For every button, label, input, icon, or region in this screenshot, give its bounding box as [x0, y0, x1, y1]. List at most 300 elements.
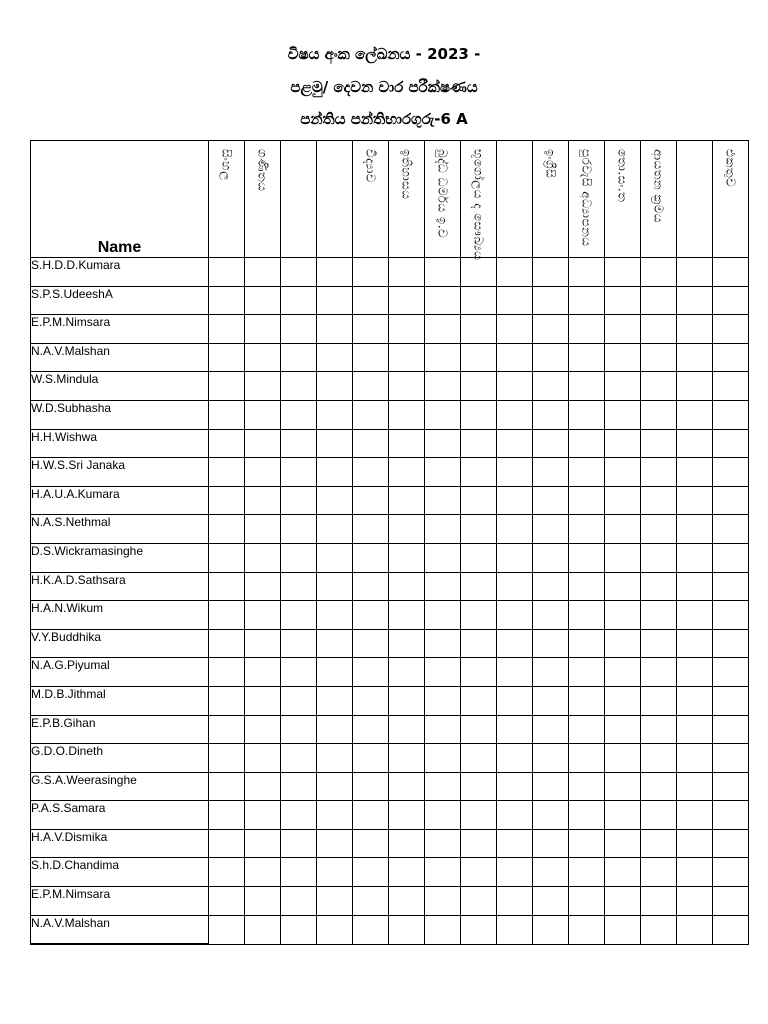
- mark-cell[interactable]: [317, 343, 353, 372]
- mark-cell[interactable]: [281, 772, 317, 801]
- mark-cell[interactable]: [281, 372, 317, 401]
- mark-cell[interactable]: [641, 715, 677, 744]
- mark-cell[interactable]: [461, 258, 497, 287]
- mark-cell[interactable]: [209, 400, 245, 429]
- mark-cell[interactable]: [389, 343, 425, 372]
- mark-cell[interactable]: [641, 772, 677, 801]
- mark-cell[interactable]: [641, 801, 677, 830]
- mark-cell[interactable]: [461, 572, 497, 601]
- mark-cell[interactable]: [497, 772, 533, 801]
- mark-cell[interactable]: [245, 772, 281, 801]
- mark-cell[interactable]: [569, 572, 605, 601]
- mark-cell[interactable]: [209, 486, 245, 515]
- mark-cell[interactable]: [497, 858, 533, 887]
- mark-cell[interactable]: [353, 658, 389, 687]
- mark-cell[interactable]: [533, 458, 569, 487]
- mark-cell[interactable]: [317, 486, 353, 515]
- mark-cell[interactable]: [245, 601, 281, 630]
- mark-cell[interactable]: [389, 715, 425, 744]
- mark-cell[interactable]: [461, 315, 497, 344]
- mark-cell[interactable]: [713, 400, 749, 429]
- mark-cell[interactable]: [209, 629, 245, 658]
- mark-cell[interactable]: [353, 258, 389, 287]
- mark-cell[interactable]: [317, 372, 353, 401]
- mark-cell[interactable]: [353, 772, 389, 801]
- mark-cell[interactable]: [605, 543, 641, 572]
- mark-cell[interactable]: [281, 429, 317, 458]
- mark-cell[interactable]: [245, 315, 281, 344]
- mark-cell[interactable]: [245, 858, 281, 887]
- mark-cell[interactable]: [389, 515, 425, 544]
- mark-cell[interactable]: [641, 400, 677, 429]
- mark-cell[interactable]: [353, 486, 389, 515]
- mark-cell[interactable]: [641, 515, 677, 544]
- mark-cell[interactable]: [497, 629, 533, 658]
- mark-cell[interactable]: [389, 629, 425, 658]
- mark-cell[interactable]: [641, 458, 677, 487]
- mark-cell[interactable]: [209, 829, 245, 858]
- mark-cell[interactable]: [497, 829, 533, 858]
- mark-cell[interactable]: [677, 772, 713, 801]
- mark-cell[interactable]: [533, 629, 569, 658]
- mark-cell[interactable]: [353, 887, 389, 916]
- mark-cell[interactable]: [209, 343, 245, 372]
- mark-cell[interactable]: [245, 429, 281, 458]
- mark-cell[interactable]: [713, 572, 749, 601]
- mark-cell[interactable]: [677, 372, 713, 401]
- mark-cell[interactable]: [605, 772, 641, 801]
- mark-cell[interactable]: [245, 715, 281, 744]
- mark-cell[interactable]: [209, 858, 245, 887]
- mark-cell[interactable]: [713, 343, 749, 372]
- mark-cell[interactable]: [497, 715, 533, 744]
- mark-cell[interactable]: [389, 400, 425, 429]
- mark-cell[interactable]: [425, 829, 461, 858]
- mark-cell[interactable]: [641, 429, 677, 458]
- mark-cell[interactable]: [497, 343, 533, 372]
- mark-cell[interactable]: [497, 258, 533, 287]
- mark-cell[interactable]: [677, 686, 713, 715]
- mark-cell[interactable]: [425, 686, 461, 715]
- mark-cell[interactable]: [713, 429, 749, 458]
- mark-cell[interactable]: [677, 515, 713, 544]
- mark-cell[interactable]: [317, 400, 353, 429]
- mark-cell[interactable]: [461, 829, 497, 858]
- mark-cell[interactable]: [317, 915, 353, 944]
- mark-cell[interactable]: [425, 715, 461, 744]
- mark-cell[interactable]: [425, 372, 461, 401]
- mark-cell[interactable]: [317, 744, 353, 773]
- mark-cell[interactable]: [461, 887, 497, 916]
- mark-cell[interactable]: [569, 829, 605, 858]
- mark-cell[interactable]: [497, 572, 533, 601]
- mark-cell[interactable]: [713, 515, 749, 544]
- mark-cell[interactable]: [209, 429, 245, 458]
- mark-cell[interactable]: [209, 515, 245, 544]
- mark-cell[interactable]: [677, 429, 713, 458]
- mark-cell[interactable]: [677, 915, 713, 944]
- mark-cell[interactable]: [497, 486, 533, 515]
- mark-cell[interactable]: [281, 915, 317, 944]
- mark-cell[interactable]: [281, 801, 317, 830]
- mark-cell[interactable]: [713, 686, 749, 715]
- mark-cell[interactable]: [245, 744, 281, 773]
- mark-cell[interactable]: [353, 829, 389, 858]
- mark-cell[interactable]: [497, 515, 533, 544]
- mark-cell[interactable]: [713, 543, 749, 572]
- mark-cell[interactable]: [389, 915, 425, 944]
- mark-cell[interactable]: [245, 829, 281, 858]
- mark-cell[interactable]: [317, 658, 353, 687]
- mark-cell[interactable]: [569, 858, 605, 887]
- mark-cell[interactable]: [317, 858, 353, 887]
- mark-cell[interactable]: [353, 400, 389, 429]
- mark-cell[interactable]: [677, 315, 713, 344]
- mark-cell[interactable]: [605, 458, 641, 487]
- mark-cell[interactable]: [389, 486, 425, 515]
- mark-cell[interactable]: [245, 400, 281, 429]
- mark-cell[interactable]: [425, 543, 461, 572]
- mark-cell[interactable]: [389, 772, 425, 801]
- mark-cell[interactable]: [497, 315, 533, 344]
- mark-cell[interactable]: [533, 715, 569, 744]
- mark-cell[interactable]: [641, 486, 677, 515]
- mark-cell[interactable]: [425, 258, 461, 287]
- mark-cell[interactable]: [569, 458, 605, 487]
- mark-cell[interactable]: [281, 315, 317, 344]
- mark-cell[interactable]: [425, 744, 461, 773]
- mark-cell[interactable]: [353, 744, 389, 773]
- mark-cell[interactable]: [353, 315, 389, 344]
- mark-cell[interactable]: [677, 572, 713, 601]
- mark-cell[interactable]: [353, 915, 389, 944]
- mark-cell[interactable]: [713, 315, 749, 344]
- mark-cell[interactable]: [209, 458, 245, 487]
- mark-cell[interactable]: [569, 372, 605, 401]
- mark-cell[interactable]: [317, 286, 353, 315]
- mark-cell[interactable]: [605, 829, 641, 858]
- mark-cell[interactable]: [353, 543, 389, 572]
- mark-cell[interactable]: [281, 486, 317, 515]
- mark-cell[interactable]: [569, 515, 605, 544]
- mark-cell[interactable]: [641, 658, 677, 687]
- mark-cell[interactable]: [713, 829, 749, 858]
- mark-cell[interactable]: [353, 629, 389, 658]
- mark-cell[interactable]: [641, 887, 677, 916]
- mark-cell[interactable]: [497, 686, 533, 715]
- mark-cell[interactable]: [353, 858, 389, 887]
- mark-cell[interactable]: [677, 486, 713, 515]
- mark-cell[interactable]: [281, 286, 317, 315]
- mark-cell[interactable]: [713, 601, 749, 630]
- mark-cell[interactable]: [461, 686, 497, 715]
- mark-cell[interactable]: [245, 686, 281, 715]
- mark-cell[interactable]: [533, 515, 569, 544]
- mark-cell[interactable]: [569, 715, 605, 744]
- mark-cell[interactable]: [569, 486, 605, 515]
- mark-cell[interactable]: [533, 343, 569, 372]
- mark-cell[interactable]: [605, 400, 641, 429]
- mark-cell[interactable]: [605, 858, 641, 887]
- mark-cell[interactable]: [497, 915, 533, 944]
- mark-cell[interactable]: [209, 772, 245, 801]
- mark-cell[interactable]: [461, 601, 497, 630]
- mark-cell[interactable]: [461, 858, 497, 887]
- mark-cell[interactable]: [677, 258, 713, 287]
- mark-cell[interactable]: [353, 715, 389, 744]
- mark-cell[interactable]: [317, 686, 353, 715]
- mark-cell[interactable]: [569, 601, 605, 630]
- mark-cell[interactable]: [713, 915, 749, 944]
- mark-cell[interactable]: [245, 658, 281, 687]
- mark-cell[interactable]: [569, 286, 605, 315]
- mark-cell[interactable]: [641, 372, 677, 401]
- mark-cell[interactable]: [353, 343, 389, 372]
- mark-cell[interactable]: [209, 372, 245, 401]
- mark-cell[interactable]: [425, 887, 461, 916]
- mark-cell[interactable]: [317, 715, 353, 744]
- mark-cell[interactable]: [461, 629, 497, 658]
- mark-cell[interactable]: [569, 258, 605, 287]
- mark-cell[interactable]: [497, 887, 533, 916]
- mark-cell[interactable]: [713, 286, 749, 315]
- mark-cell[interactable]: [245, 458, 281, 487]
- mark-cell[interactable]: [209, 915, 245, 944]
- mark-cell[interactable]: [317, 429, 353, 458]
- mark-cell[interactable]: [353, 429, 389, 458]
- mark-cell[interactable]: [605, 315, 641, 344]
- mark-cell[interactable]: [389, 686, 425, 715]
- mark-cell[interactable]: [533, 486, 569, 515]
- mark-cell[interactable]: [569, 629, 605, 658]
- mark-cell[interactable]: [317, 543, 353, 572]
- mark-cell[interactable]: [605, 515, 641, 544]
- mark-cell[interactable]: [281, 715, 317, 744]
- mark-cell[interactable]: [569, 429, 605, 458]
- mark-cell[interactable]: [713, 372, 749, 401]
- mark-cell[interactable]: [569, 543, 605, 572]
- mark-cell[interactable]: [281, 543, 317, 572]
- mark-cell[interactable]: [425, 915, 461, 944]
- mark-cell[interactable]: [677, 286, 713, 315]
- mark-cell[interactable]: [389, 429, 425, 458]
- mark-cell[interactable]: [353, 515, 389, 544]
- mark-cell[interactable]: [569, 887, 605, 916]
- mark-cell[interactable]: [641, 286, 677, 315]
- mark-cell[interactable]: [425, 400, 461, 429]
- mark-cell[interactable]: [209, 887, 245, 916]
- mark-cell[interactable]: [533, 801, 569, 830]
- mark-cell[interactable]: [497, 429, 533, 458]
- mark-cell[interactable]: [425, 658, 461, 687]
- mark-cell[interactable]: [353, 601, 389, 630]
- mark-cell[interactable]: [461, 400, 497, 429]
- mark-cell[interactable]: [605, 658, 641, 687]
- mark-cell[interactable]: [605, 258, 641, 287]
- mark-cell[interactable]: [317, 258, 353, 287]
- mark-cell[interactable]: [461, 372, 497, 401]
- mark-cell[interactable]: [533, 915, 569, 944]
- mark-cell[interactable]: [281, 744, 317, 773]
- mark-cell[interactable]: [605, 343, 641, 372]
- mark-cell[interactable]: [425, 572, 461, 601]
- mark-cell[interactable]: [641, 829, 677, 858]
- mark-cell[interactable]: [533, 686, 569, 715]
- mark-cell[interactable]: [389, 858, 425, 887]
- mark-cell[interactable]: [389, 543, 425, 572]
- mark-cell[interactable]: [425, 629, 461, 658]
- mark-cell[interactable]: [317, 515, 353, 544]
- mark-cell[interactable]: [713, 744, 749, 773]
- mark-cell[interactable]: [569, 801, 605, 830]
- mark-cell[interactable]: [569, 658, 605, 687]
- mark-cell[interactable]: [425, 601, 461, 630]
- mark-cell[interactable]: [533, 400, 569, 429]
- mark-cell[interactable]: [281, 686, 317, 715]
- mark-cell[interactable]: [533, 258, 569, 287]
- mark-cell[interactable]: [353, 572, 389, 601]
- mark-cell[interactable]: [209, 286, 245, 315]
- mark-cell[interactable]: [461, 486, 497, 515]
- mark-cell[interactable]: [605, 629, 641, 658]
- mark-cell[interactable]: [533, 829, 569, 858]
- mark-cell[interactable]: [389, 658, 425, 687]
- mark-cell[interactable]: [713, 772, 749, 801]
- mark-cell[interactable]: [533, 286, 569, 315]
- mark-cell[interactable]: [281, 572, 317, 601]
- mark-cell[interactable]: [209, 258, 245, 287]
- mark-cell[interactable]: [317, 772, 353, 801]
- mark-cell[interactable]: [209, 686, 245, 715]
- mark-cell[interactable]: [497, 400, 533, 429]
- mark-cell[interactable]: [641, 343, 677, 372]
- mark-cell[interactable]: [461, 715, 497, 744]
- mark-cell[interactable]: [425, 429, 461, 458]
- mark-cell[interactable]: [389, 887, 425, 916]
- mark-cell[interactable]: [497, 601, 533, 630]
- mark-cell[interactable]: [425, 858, 461, 887]
- mark-cell[interactable]: [641, 858, 677, 887]
- mark-cell[interactable]: [641, 629, 677, 658]
- mark-cell[interactable]: [533, 372, 569, 401]
- mark-cell[interactable]: [569, 744, 605, 773]
- mark-cell[interactable]: [533, 429, 569, 458]
- mark-cell[interactable]: [281, 343, 317, 372]
- mark-cell[interactable]: [245, 543, 281, 572]
- mark-cell[interactable]: [317, 601, 353, 630]
- mark-cell[interactable]: [461, 801, 497, 830]
- mark-cell[interactable]: [245, 629, 281, 658]
- mark-cell[interactable]: [605, 915, 641, 944]
- mark-cell[interactable]: [317, 629, 353, 658]
- mark-cell[interactable]: [353, 372, 389, 401]
- mark-cell[interactable]: [497, 801, 533, 830]
- mark-cell[interactable]: [605, 429, 641, 458]
- mark-cell[interactable]: [353, 686, 389, 715]
- mark-cell[interactable]: [281, 601, 317, 630]
- mark-cell[interactable]: [497, 744, 533, 773]
- mark-cell[interactable]: [677, 858, 713, 887]
- mark-cell[interactable]: [389, 258, 425, 287]
- mark-cell[interactable]: [641, 572, 677, 601]
- mark-cell[interactable]: [605, 601, 641, 630]
- mark-cell[interactable]: [461, 429, 497, 458]
- mark-cell[interactable]: [425, 315, 461, 344]
- mark-cell[interactable]: [245, 372, 281, 401]
- mark-cell[interactable]: [209, 572, 245, 601]
- mark-cell[interactable]: [245, 486, 281, 515]
- mark-cell[interactable]: [677, 458, 713, 487]
- mark-cell[interactable]: [209, 601, 245, 630]
- mark-cell[interactable]: [389, 801, 425, 830]
- mark-cell[interactable]: [425, 801, 461, 830]
- mark-cell[interactable]: [425, 286, 461, 315]
- mark-cell[interactable]: [713, 258, 749, 287]
- mark-cell[interactable]: [209, 801, 245, 830]
- mark-cell[interactable]: [641, 686, 677, 715]
- mark-cell[interactable]: [569, 343, 605, 372]
- mark-cell[interactable]: [605, 372, 641, 401]
- mark-cell[interactable]: [461, 744, 497, 773]
- mark-cell[interactable]: [281, 629, 317, 658]
- mark-cell[interactable]: [677, 543, 713, 572]
- mark-cell[interactable]: [677, 744, 713, 773]
- mark-cell[interactable]: [317, 315, 353, 344]
- mark-cell[interactable]: [713, 629, 749, 658]
- mark-cell[interactable]: [353, 286, 389, 315]
- mark-cell[interactable]: [497, 458, 533, 487]
- mark-cell[interactable]: [281, 258, 317, 287]
- mark-cell[interactable]: [641, 258, 677, 287]
- mark-cell[interactable]: [533, 315, 569, 344]
- mark-cell[interactable]: [641, 315, 677, 344]
- mark-cell[interactable]: [713, 458, 749, 487]
- mark-cell[interactable]: [245, 887, 281, 916]
- mark-cell[interactable]: [677, 658, 713, 687]
- mark-cell[interactable]: [209, 315, 245, 344]
- mark-cell[interactable]: [425, 343, 461, 372]
- mark-cell[interactable]: [569, 772, 605, 801]
- mark-cell[interactable]: [533, 601, 569, 630]
- mark-cell[interactable]: [245, 915, 281, 944]
- mark-cell[interactable]: [317, 829, 353, 858]
- mark-cell[interactable]: [605, 887, 641, 916]
- mark-cell[interactable]: [389, 286, 425, 315]
- mark-cell[interactable]: [713, 715, 749, 744]
- mark-cell[interactable]: [605, 572, 641, 601]
- mark-cell[interactable]: [497, 658, 533, 687]
- mark-cell[interactable]: [677, 601, 713, 630]
- mark-cell[interactable]: [569, 915, 605, 944]
- mark-cell[interactable]: [389, 458, 425, 487]
- mark-cell[interactable]: [389, 572, 425, 601]
- mark-cell[interactable]: [245, 343, 281, 372]
- mark-cell[interactable]: [569, 686, 605, 715]
- mark-cell[interactable]: [245, 258, 281, 287]
- mark-cell[interactable]: [389, 601, 425, 630]
- mark-cell[interactable]: [353, 458, 389, 487]
- mark-cell[interactable]: [281, 658, 317, 687]
- mark-cell[interactable]: [425, 486, 461, 515]
- mark-cell[interactable]: [245, 286, 281, 315]
- mark-cell[interactable]: [461, 515, 497, 544]
- mark-cell[interactable]: [389, 829, 425, 858]
- mark-cell[interactable]: [425, 458, 461, 487]
- mark-cell[interactable]: [677, 629, 713, 658]
- mark-cell[interactable]: [605, 744, 641, 773]
- mark-cell[interactable]: [461, 343, 497, 372]
- mark-cell[interactable]: [209, 658, 245, 687]
